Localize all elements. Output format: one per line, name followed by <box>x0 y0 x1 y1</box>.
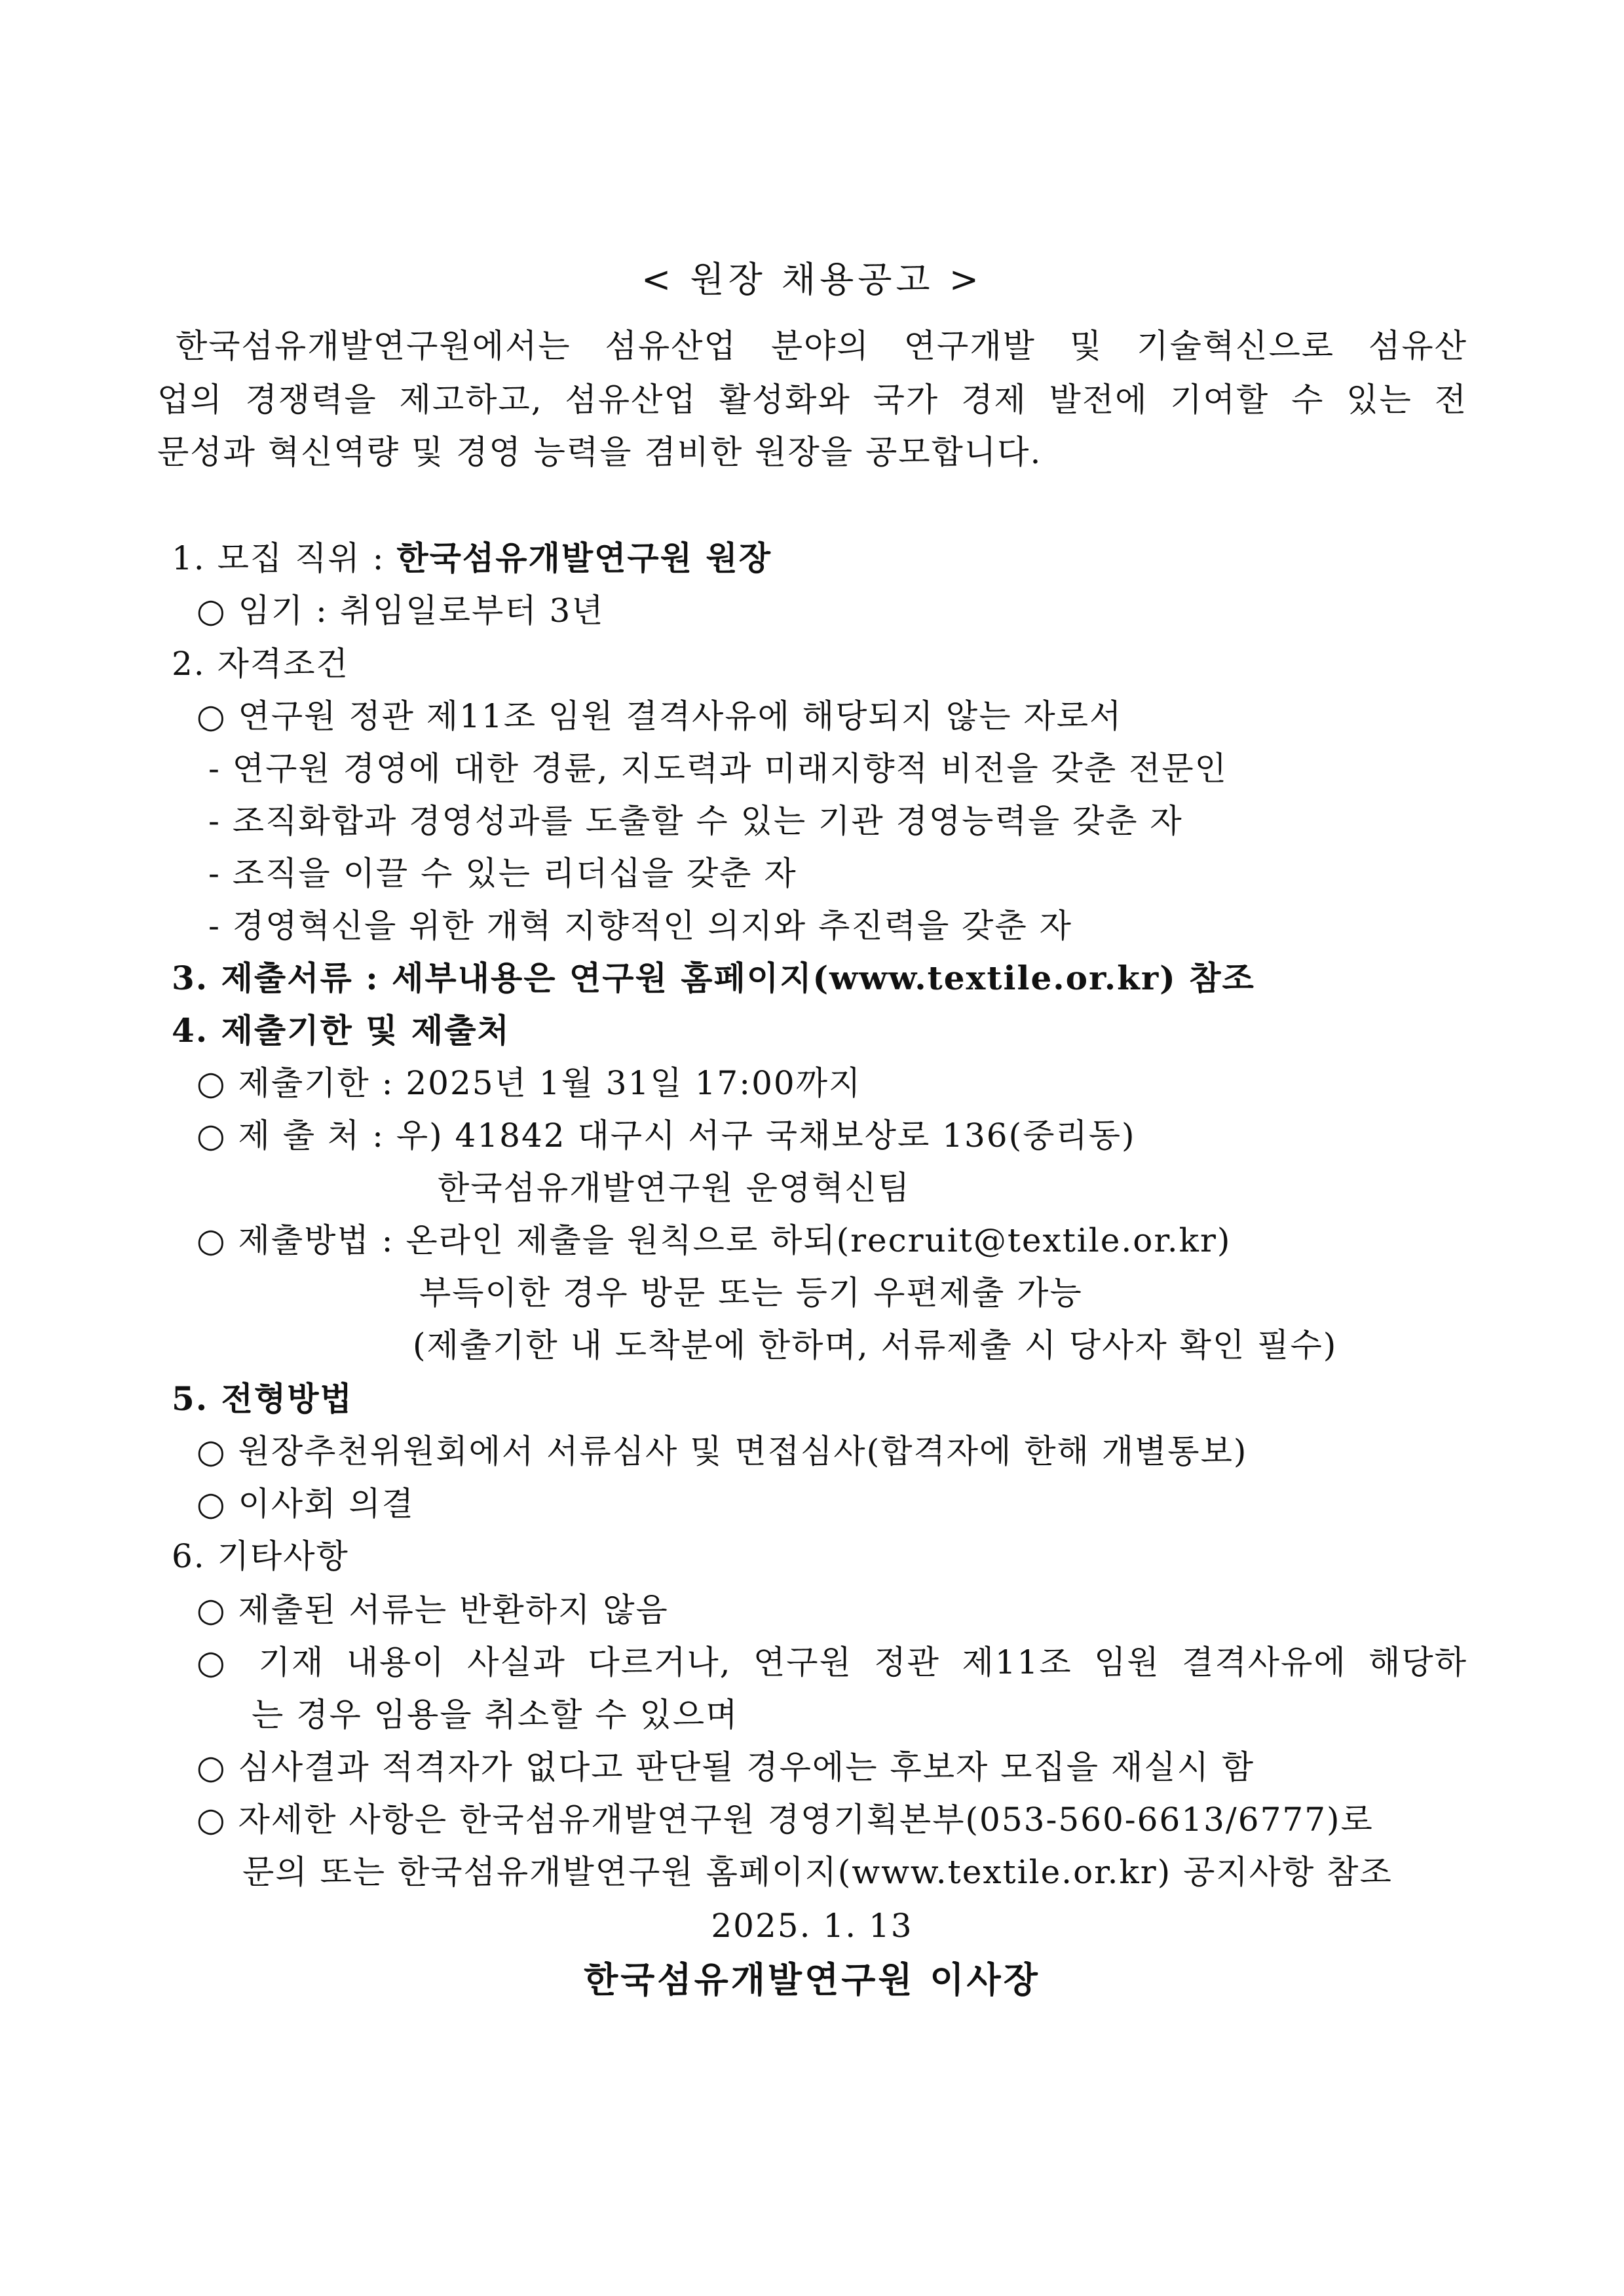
section-2-main-item: ○ 연구원 정관 제11조 임원 결격사유에 해당되지 않는 자로서 <box>197 697 1123 735</box>
issuer-signature: 한국섬유개발연구원 이사장 <box>584 1959 1040 2000</box>
section-6-heading: 6. 기타사항 <box>172 1537 349 1575</box>
section-2-sub-item: - 연구원 경영에 대한 경륜, 지도력과 미래지향적 비전을 갖춘 전문인 <box>208 750 1228 788</box>
section-3-heading: 3. 제출서류 : 세부내용은 연구원 홈페이지(www.textile.or.kr) 참조 <box>172 959 1255 997</box>
section-6-item-3: ○ 심사결과 적격자가 없다고 판단될 경우에는 후보자 모집을 재실시 함 <box>197 1748 1255 1786</box>
section-1-heading <box>172 539 772 577</box>
section-6-item-4-line-1: ○ 자세한 사항은 한국섬유개발연구원 경영기획본부(053-560-6613/6777)로 <box>197 1801 1374 1839</box>
section-4-place-line-1: ○ 제 출 처 : 우) 41842 대구시 서구 국채보상로 136(중리동) <box>197 1117 1136 1155</box>
section-6-item-4-line-2: 문의 또는 한국섬유개발연구원 홈페이지(www.textile.or.kr) 공지사항 참조 <box>242 1853 1393 1891</box>
document-title: < 원장 채용공고 > <box>641 259 983 300</box>
section-6-item-1: ○ 제출된 서류는 반환하지 않음 <box>197 1591 669 1629</box>
section-6-item-2-line-1: ○ 기재 내용이 사실과 다르거나, 연구원 정관 제11조 임원 결격사유에 해당하 <box>197 1643 1467 1681</box>
intro-line-3: 문성과 혁신역량 및 경영 능력을 겸비한 원장을 공모합니다. <box>157 433 1042 471</box>
section-2-sub-item: - 조직을 이끌 수 있는 리더십을 갖춘 자 <box>208 854 797 892</box>
section-1-label: 1. 모집 직위 : <box>172 539 397 577</box>
section-2-sub-item: - 경영혁신을 위한 개혁 지향적인 의지와 추진력을 갖춘 자 <box>208 907 1072 945</box>
section-5-item-2: ○ 이사회 의결 <box>197 1485 415 1523</box>
intro-line-2: 업의 경쟁력을 제고하고, 섬유산업 활성화와 국가 경제 발전에 기여할 수 있는 전 <box>157 381 1467 419</box>
section-4-heading: 4. 제출기한 및 제출처 <box>172 1011 510 1050</box>
section-6-item-2-line-2: 는 경우 임용을 취소할 수 있으며 <box>252 1696 739 1734</box>
section-1-position: 한국섬유개발연구원 원장 <box>396 539 772 577</box>
section-4-method-line-1: ○ 제출방법 : 온라인 제출을 원칙으로 하되(recruit@textile.or.kr) <box>197 1221 1232 1259</box>
section-4-deadline: ○ 제출기한 : 2025년 1월 31일 17:00까지 <box>197 1064 862 1102</box>
section-4-method-line-2: 부득이한 경우 방문 또는 등기 우편제출 가능 <box>419 1274 1083 1312</box>
section-5-item-1: ○ 원장추천위원회에서 서류심사 및 면접심사(합격자에 한해 개별통보) <box>197 1432 1248 1470</box>
section-4-place-line-2: 한국섬유개발연구원 운영혁신팀 <box>438 1169 911 1207</box>
section-1-term: ○ 임기 : 취임일로부터 3년 <box>197 592 605 630</box>
announcement-date: 2025. 1. 13 <box>711 1907 913 1945</box>
section-5-heading: 5. 전형방법 <box>172 1379 353 1418</box>
section-2-sub-item: - 조직화합과 경영성과를 도출할 수 있는 기관 경영능력을 갖춘 자 <box>208 802 1183 840</box>
section-2-heading: 2. 자격조건 <box>172 645 349 683</box>
section-4-method-line-3: (제출기한 내 도착분에 한하며, 서류제출 시 당사자 확인 필수) <box>413 1326 1338 1364</box>
intro-line-1: 한국섬유개발연구원에서는 섬유산업 분야의 연구개발 및 기술혁신으로 섬유산 <box>176 327 1467 365</box>
